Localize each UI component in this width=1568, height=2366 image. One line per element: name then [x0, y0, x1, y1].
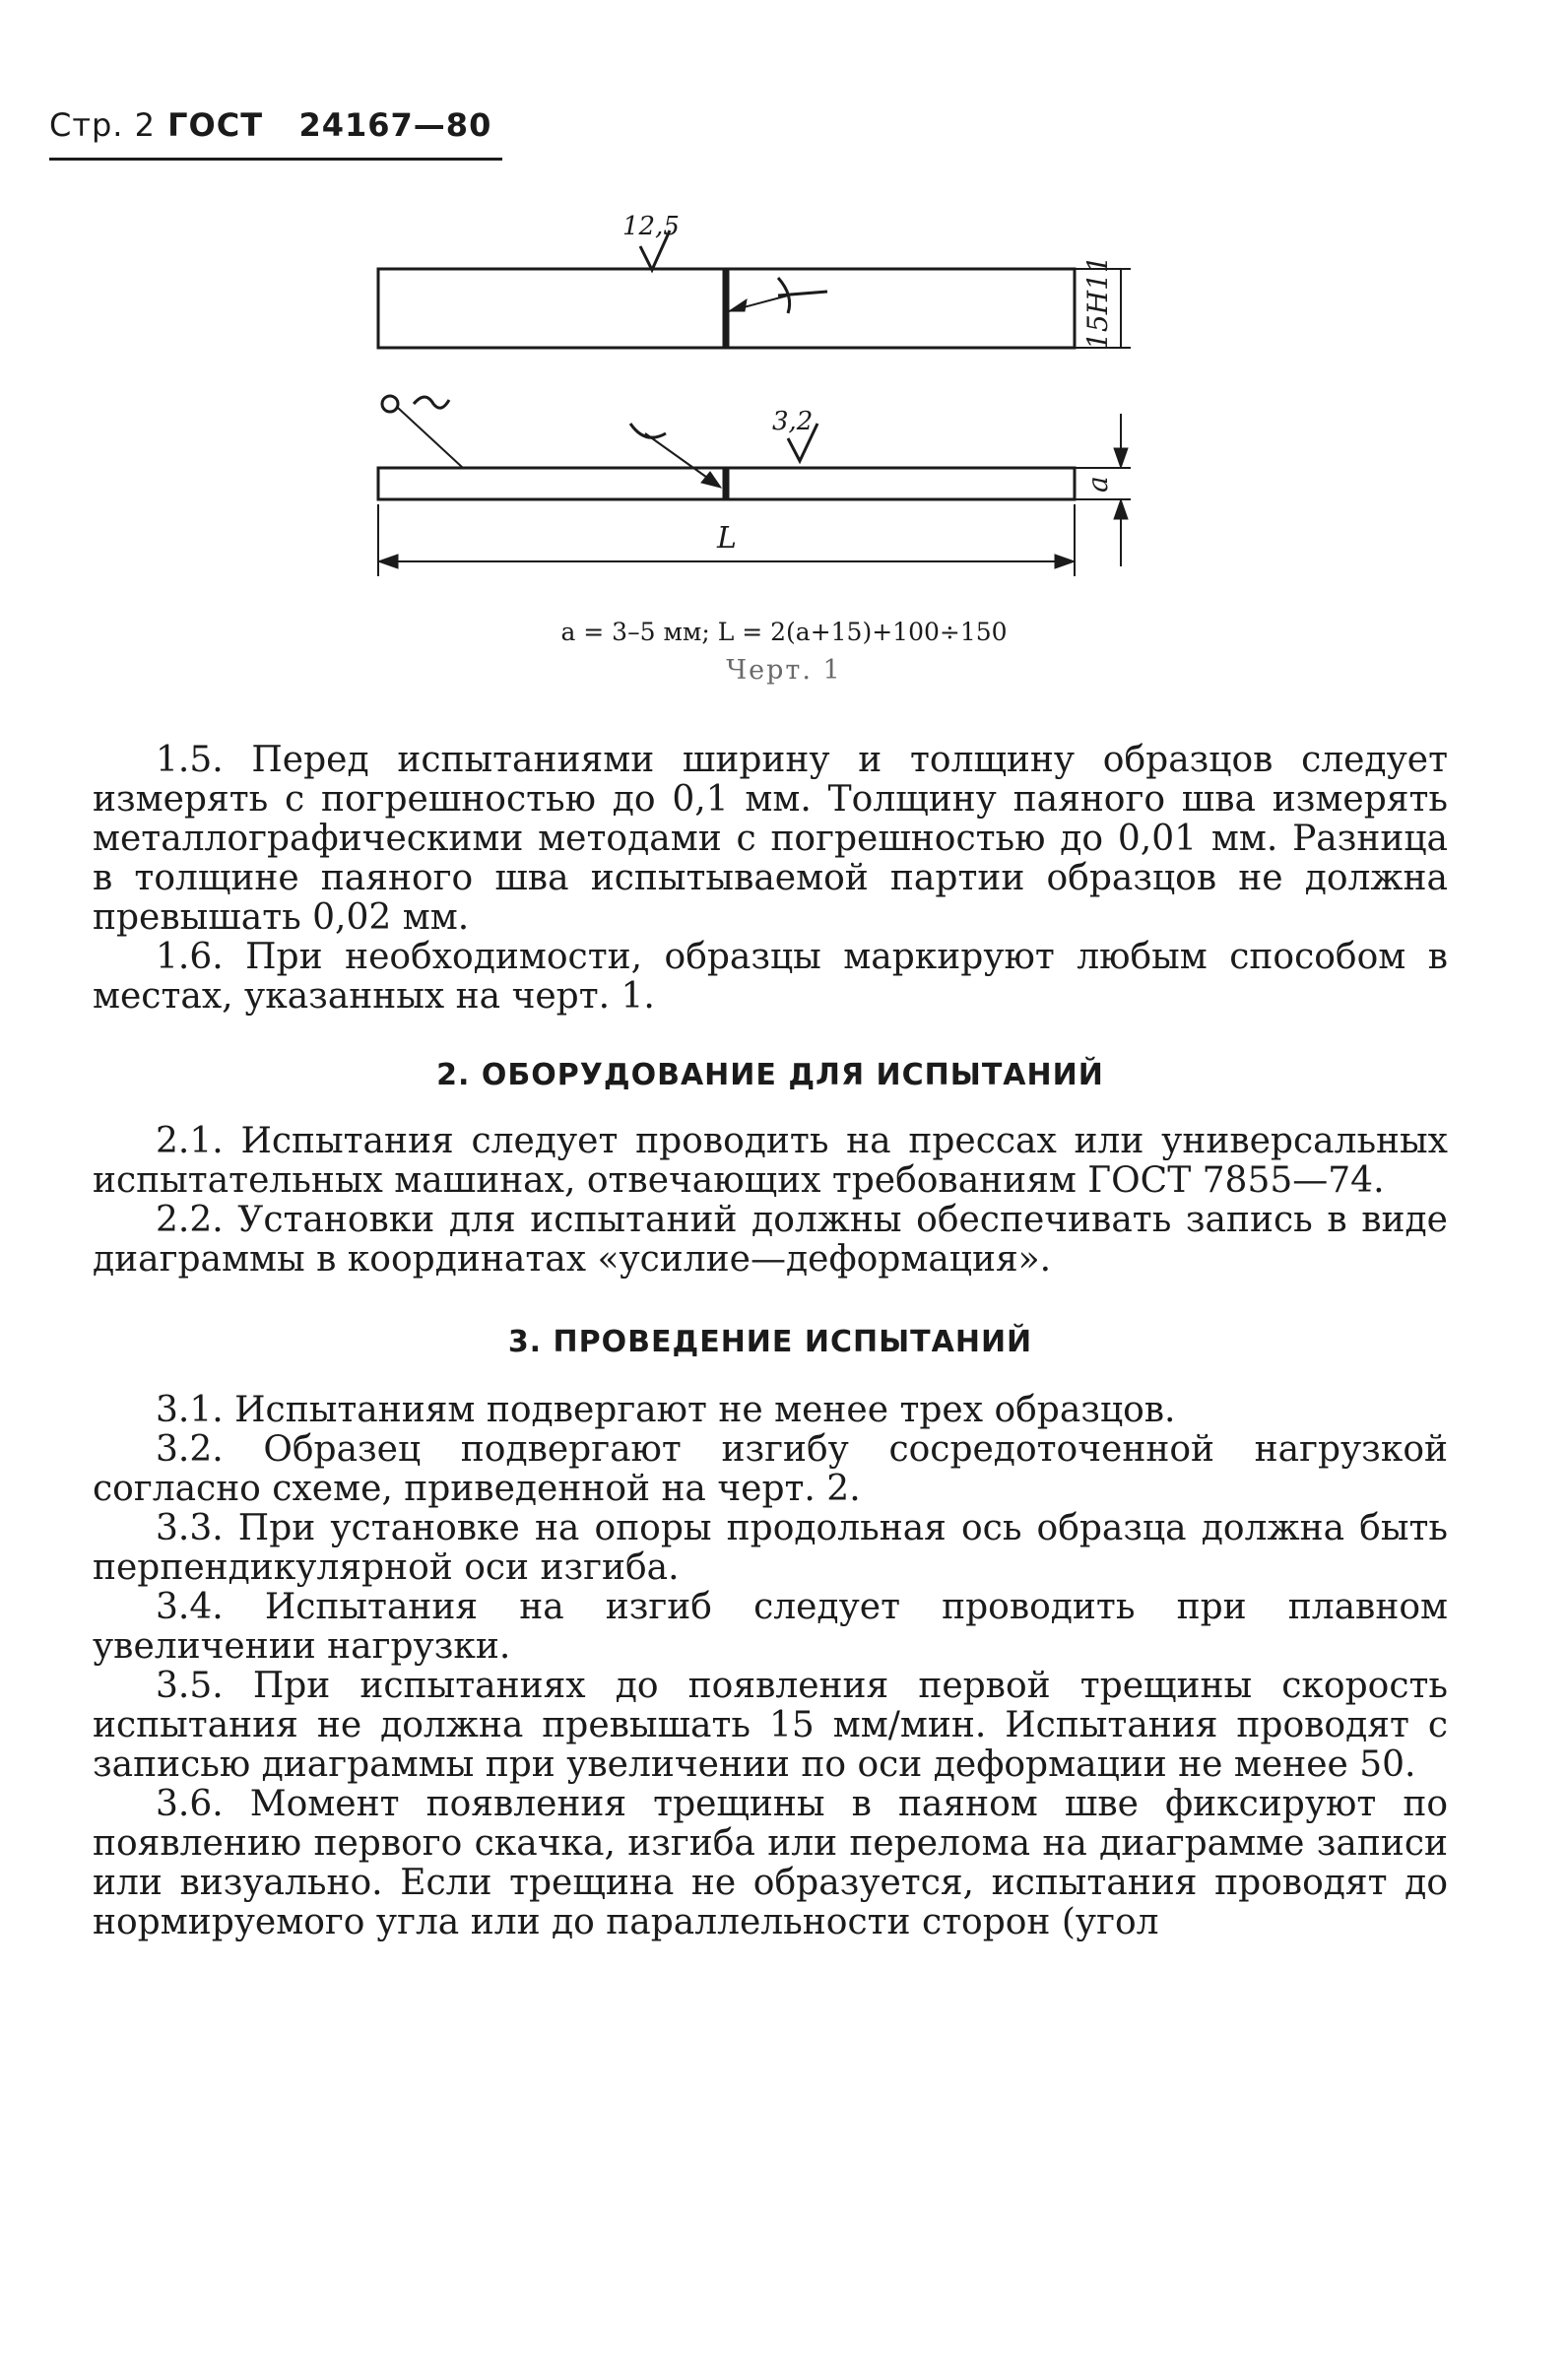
paragraph-3-4: 3.4. Испытания на изгиб следует проводить при плавном увеличении нагрузки. — [93, 1587, 1448, 1667]
paragraph-2-2: 2.2. Установки для испытаний должны обеспечивать запись в виде диаграммы в координатах «усилие—деформация». — [93, 1200, 1448, 1280]
section-title-3: 3. ПРОВЕДЕНИЕ ИСПЫТАНИЙ — [507, 1325, 1033, 1359]
paragraph-3-5: 3.5. При испытаниях до появления первой трещины скорость испытания не должна превышать 15 мм/мин. Испытания проводят с записью диаграммы при увеличении по оси деформации не менее 50. — [93, 1666, 1448, 1785]
roughness-value-bottom: 3,2 — [772, 407, 814, 436]
height-dimension-label: 15H11 — [1081, 255, 1114, 350]
paragraph-3-3: 3.3. При установке на опоры продольная ось образца должна быть перпендикулярной оси изгиба. — [93, 1508, 1448, 1588]
paragraph-3-6: 3.6. Момент появления трещины в паяном шве фиксируют по появлению первого скачка, изгиба или перелома на диаграмме записи или визуально. Если трещина не образуется, испытания проводят до нормируемого угла или до параллельности сторон (угол — [93, 1784, 1448, 1942]
paragraph-2-1: 2.1. Испытания следует проводить на прессах или универсальных испытательных машинах, отвечающих требованиям ГОСТ 7855—74. — [93, 1121, 1448, 1201]
figure-label: Черт. 1 — [726, 655, 842, 686]
marking-circle — [382, 396, 398, 412]
standard-number: 24167—80 — [298, 106, 492, 144]
standard-label: ГОСТ — [167, 106, 264, 144]
length-dimension-label: L — [717, 521, 737, 556]
page-number: Стр. 2 — [49, 106, 156, 144]
paragraph-1-5: 1.5. Перед испытаниями ширину и толщину образцов следует измерять с погрешностью до 0,1 мм. Толщину паяного шва измерять металлографическими методами с погрешностью до 0,01 мм. Разница в толщине паяного шва испытываемой партии образцов не должна превышать 0,02 мм. — [93, 740, 1448, 938]
roughness-value-top: 12,5 — [622, 212, 680, 241]
paragraph-3-2: 3.2. Образец подвергают изгибу сосредоточенной нагрузкой согласно схеме, приведенной на черт. 2. — [93, 1429, 1448, 1509]
technical-drawing — [0, 0, 1568, 611]
paragraph-1-6: 1.6. При необходимости, образцы маркируют любым способом в местах, указанных на черт. 1. — [93, 937, 1448, 1017]
thickness-dimension-label: a — [1081, 476, 1114, 493]
paragraph-3-1: 3.1. Испытаниям подвергают не менее трех образцов. — [156, 1390, 1176, 1430]
figure-formula: a = 3–5 мм; L = 2(a+15)+100÷150 — [560, 618, 1008, 646]
section-title-2: 2. ОБОРУДОВАНИЕ ДЛЯ ИСПЫТАНИЙ — [436, 1058, 1104, 1092]
document-body — [93, 741, 1448, 1942]
